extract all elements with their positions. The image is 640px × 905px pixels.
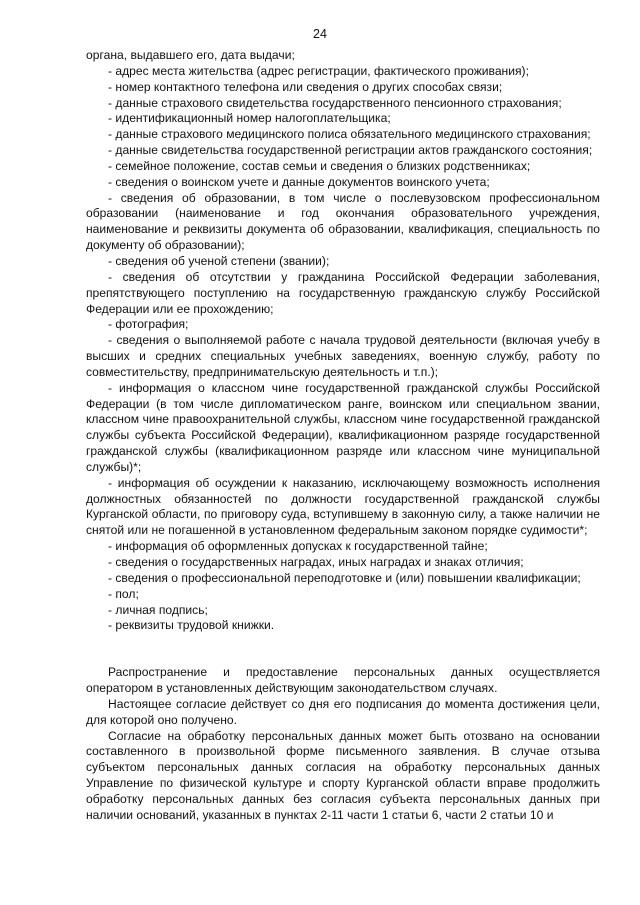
document-body [86,48,600,824]
list-item-retraining: - сведения о профессиональной переподготовке и (или) повышении квалификации; [108,570,581,585]
list-item-medical-policy: - данные страхового медицинского полиса обязательного медицинского страхования; [108,127,591,142]
list-item-gender: - пол; [108,586,139,601]
list-item-photo: - фотография; [108,317,189,332]
list-continuation: органа, выдавшего его, дата выдачи; [86,48,295,62]
list-item-civil-registration: - данные свидетельства государственной регистрации актов гражданского состояния; [108,143,593,158]
list-item-military-record: - сведения о воинском учете и данные документов воинского учета; [108,174,490,189]
paragraph-spacer [86,634,600,665]
list-item-phone: - номер контактного телефона или сведения о других способах связи; [108,79,503,94]
list-item-education: - сведения об образовании, в том числе о послевузовском профессиональном образовании (наименование и год окончания образовательного учреждения, наименование и реквизиты документа об образовании, квалификация, специальность по документу об образовании); [86,190,600,253]
list-item-tax-id: - идентификационный номер налогоплательщика; [108,111,391,126]
list-item-health: - сведения об отсутствии у гражданина Российской Федерации заболевания, препятствующего поступлению на государственную гражданскую службу Российской Федерации или ее прохождению; [86,269,600,316]
list-item-awards: - сведения о государственных наградах, иных наградах и знаках отличия; [108,555,524,569]
list-item-signature: - личная подпись; [108,602,208,617]
list-item-family-status: - семейное положение, состав семьи и сведения о близких родственниках; [108,158,531,173]
paragraph-validity: Настоящее согласие действует со дня его подписания до момента достижения цели, для которой оно получено. [86,696,600,727]
paragraph-revocation: Согласие на обработку персональных данных может быть отозвано на основании составленного в произвольной форме письменного заявления. В случае отзыва субъектом персональных данных согласия на обработку персональных данных Управление по физической культуре и спорту Курганской области вправе продолжить обработку персональных данных без согласия субъекта персональных данных при наличии оснований, указанных в пунктах 2-11 части 1 статьи 6, части 2 статьи 10 и [86,728,600,822]
list-item-employment-book: - реквизиты трудовой книжки. [108,618,275,633]
list-item-class-rank: - информация о классном чине государственной гражданской службы Российской Федерации (в том числе дипломатическом ранге, воинском или специальном звании, классном чине правоохранительной службы, классном чине государственной гражданской службы субъекта Российской Федерации), квалификационном разряде государственной гражданской службы (квалификационном разряде или классном чине муниципальной службы)*; [86,380,600,474]
list-item-work-history: - сведения о выполняемой работе с начала трудовой деятельности (включая учебу в высших и средних специальных учебных заведениях, военную службу, работу по совместительству, предпринимательскую деятельность и т.п.); [86,333,600,379]
list-item-academic-degree: - сведения об ученой степени (звании); [108,253,330,268]
list-item-state-secret-clearance: - информация об оформленных допусках к государственной тайне; [108,539,488,554]
paragraph-distribution: Распространение и предоставление персональных данных осуществляется оператором в установленных действующим законодательством случаях. [86,665,600,696]
list-item-address: - адрес места жительства (адрес регистрации, фактического проживания); [108,63,529,78]
list-item-pension-insurance: - данные страхового свидетельства государственного пенсионного страхования; [108,95,562,110]
list-item-convictions: - информация об осуждении к наказанию, исключающему возможность исполнения должностных обязанностей по должности государственной гражданской службы Курганской области, по приговору суда, вступившему в законную силу, а также наличии не снятой или не погашенной в установленном федеральным законом порядке судимости*; [86,475,600,538]
page-number: 24 [313,27,327,41]
